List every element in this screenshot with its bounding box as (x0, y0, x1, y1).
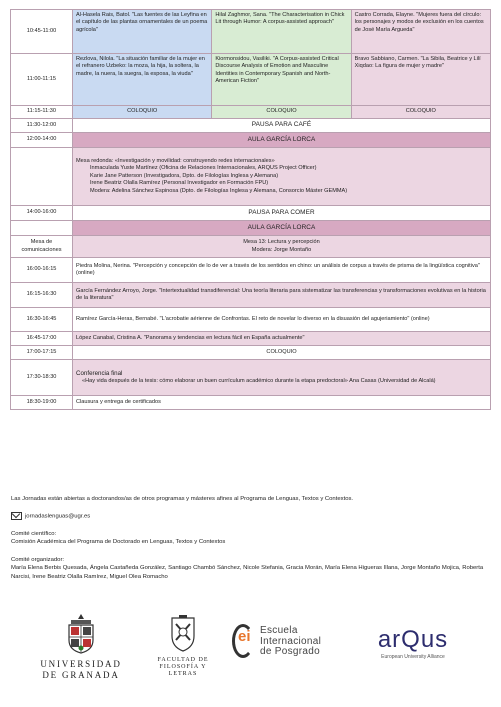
table-row (11, 119, 491, 133)
time-cell: 14:00-16:00 (11, 206, 73, 221)
break-cell: PAUSA PARA CAFÉ (73, 119, 491, 133)
table-row (11, 283, 491, 308)
ugr-name-line1: UNIVERSIDAD (40, 659, 122, 669)
session-header (73, 236, 491, 258)
talk-cell: Al-Hasela Rais, Batol. "Las fuentes de las Leyfina en el capítulo de las plantas ornamentales de un poema agrícola" (73, 10, 212, 54)
ffl-logo (148, 614, 218, 679)
talk-cell: López Canabal, Cristina A. "Panorama y tendencias en lectura fácil en España actualmente" (73, 332, 491, 346)
room-bar: AULA GARCÍA LORCA (73, 221, 491, 236)
eip-name-line3: de Posgrado (260, 646, 321, 657)
eip-mark-text: ei (238, 628, 251, 645)
talk-cell: Piedra Molina, Nerina. "Percepción y concepción de lo de ver a través de los sentidos en chino: un análisis de corpus a través de prisma de la lingüística cognitiva" (online) (73, 258, 491, 283)
ugr-crest-icon (63, 612, 99, 654)
coloquio-cell: COLOQUIO (351, 106, 490, 119)
time-cell: 11:30-12:00 (11, 119, 73, 133)
contact-email[interactable]: jornadaslenguas@ugr.es (25, 513, 91, 520)
keynote-title: «Hay vida después de la tesis: cómo elaborar un buen currículum académico durante la etapa predoctoral» Ana Casas (Universidad de Alcalá) (82, 377, 436, 384)
scientific-committee (11, 530, 491, 547)
eip-name-line1: Escuela (260, 625, 298, 636)
table-row (11, 236, 491, 258)
table-row (11, 221, 491, 236)
time-cell: 16:45-17:00 (11, 332, 73, 346)
break-cell: PAUSA PARA COMER (73, 206, 491, 221)
panelist: Inmaculada Yuste Martínez (Oficina de Relaciones Internacionales, ARQUS Project Officer) (90, 165, 317, 172)
talk-cell: Castro Corrada, Elayne. "Mujeres fuera del círculo: los personajes y modos de exclusión en los cuentos de José María Argueda" (351, 10, 490, 54)
schedule-table (10, 9, 491, 410)
arqus-logo (353, 626, 473, 660)
email-icon (11, 512, 22, 520)
panelist: Irene Beatriz Olalla Ramírez (Personal Investigador en Formación FPU) (90, 180, 269, 187)
coloquio-cell: COLOQUIO (73, 106, 212, 119)
faculty-crest-icon (168, 614, 198, 652)
time-cell: 17:00-17:15 (11, 346, 73, 360)
time-cell: 11:15-11:30 (11, 106, 73, 119)
table-row (11, 360, 491, 396)
session-moderator: Modera: Jorge Montaño (251, 246, 312, 253)
talk-cell: Kiormonsidou, Vasiliki. "A Corpus-assisted Critical Discourse Analysis of Emotion and Masculine Identities in Contemporary Spanish and North-American Fiction" (212, 54, 351, 106)
time-cell: 16:00-16:15 (11, 258, 73, 283)
ugr-logo (36, 612, 126, 681)
time-cell: 17:30-18:30 (11, 360, 73, 396)
table-row (11, 308, 491, 332)
talk-cell: Ramírez García-Heras, Bernabé. "L'acrobatie aérienne de Confrontas. El reto de novelar lo diverso en la disuasión del agujeriamiento" (online) (73, 308, 491, 332)
time-cell (11, 148, 73, 206)
logos-footer (0, 612, 501, 692)
table-row (11, 332, 491, 346)
eip-logo (232, 622, 337, 672)
table-row (11, 148, 491, 206)
time-cell: Mesa de comunicaciones (11, 236, 73, 258)
time-cell (11, 221, 73, 236)
organizing-committee (11, 556, 491, 581)
closing-cell: Clausura y entrega de certificados (73, 396, 491, 410)
arqus-tagline: European University Alliance (381, 654, 445, 660)
table-row (11, 206, 491, 221)
coloquio-cell: COLOQUIO (212, 106, 351, 119)
time-cell: 12:00-14:00 (11, 133, 73, 148)
scientific-committee-title: Comité científico: (11, 531, 57, 537)
table-row (11, 106, 491, 119)
time-cell: 10:45-11:00 (11, 10, 73, 54)
eip-name (260, 626, 321, 658)
open-notice: Las Jornadas están abiertas a doctorandos/as de otros programas y másteres afines al Programa de Lenguas, Textos y Contextos. (11, 496, 354, 502)
round-table-title: Mesa redonda: «Investigación y movilidad: construyendo redes internacionales» (76, 158, 275, 165)
contact-email-row (11, 512, 90, 521)
table-row (11, 346, 491, 360)
time-cell: 16:15-16:30 (11, 283, 73, 308)
organizing-committee-text: María Elena Berbis Quesada, Ángela Castañeda González, Santiago Chambó Sánchez, Nicole Stefania, Gracia Morán, María Elena Higueras Illana, Jorge Montaño Mojica, Roberta Narcisi, Irene Beatriz Olalla Ramírez, Miguel Olea Romacho (11, 565, 484, 580)
round-table-cell (73, 148, 491, 206)
moderator: Modera: Adelina Sánchez Espinosa (Dpto. de Filologías Inglesa y Alemana, Consorcio Máster GEMMA) (90, 187, 348, 194)
table-row (11, 54, 491, 106)
table-row (11, 133, 491, 148)
keynote-label: Conferencia final (76, 369, 123, 377)
time-cell: 16:30-16:45 (11, 308, 73, 332)
organizing-committee-title: Comité organizador: (11, 557, 65, 563)
faculty-name-line1: FACULTAD DE (157, 657, 209, 663)
table-row (11, 10, 491, 54)
talk-cell: Hilal Zaghmor, Sana. "The Characterisation in Chick Lit through Humor: A corpus-assisted approach" (212, 10, 351, 54)
faculty-name-line2: FILOSOFÍA Y LETRAS (159, 664, 207, 678)
talk-cell: Bravo Sabbiano, Carmen. "La Sibila, Beatrice y Lilí Xiqdao: La figura de mujer y madre" (351, 54, 490, 106)
table-row (11, 396, 491, 410)
room-bar: AULA GARCÍA LORCA (73, 133, 491, 148)
table-row (11, 258, 491, 283)
scientific-committee-text: Comisión Académica del Programa de Doctorado en Lenguas, Textos y Contextos (11, 539, 226, 546)
arqus-wordmark: arQus (377, 626, 449, 653)
talk-cell: García Fernández Arroyo, Jorge. "Intertextualidad transdiferencial: Una teoría literaria para sistematizar las transferencias y transformaciones evolutivas en la historia de la literatura" (73, 283, 491, 308)
keynote-cell (73, 360, 491, 396)
eip-name-line2: Internacional (260, 635, 322, 647)
ugr-name-line2: DE GRANADA (42, 669, 120, 680)
session-title: Mesa 13: Lectura y percepción (243, 239, 320, 246)
time-cell: 18:30-19:00 (11, 396, 73, 410)
talk-cell: Rezlova, Nilola. "La situación familiar de la mujer en el refranero Uzbeko: la moza, la hija, la soltera, la madre, la nuera, la suegra, la esposa, la viuda" (73, 54, 212, 106)
panelist: Karie Jane Patterson (Investigadora, Dpto. de Filologías Inglesa y Alemana) (90, 172, 279, 179)
coloquio-cell: COLOQUIO (73, 346, 491, 360)
time-cell: 11:00-11:15 (11, 54, 73, 106)
